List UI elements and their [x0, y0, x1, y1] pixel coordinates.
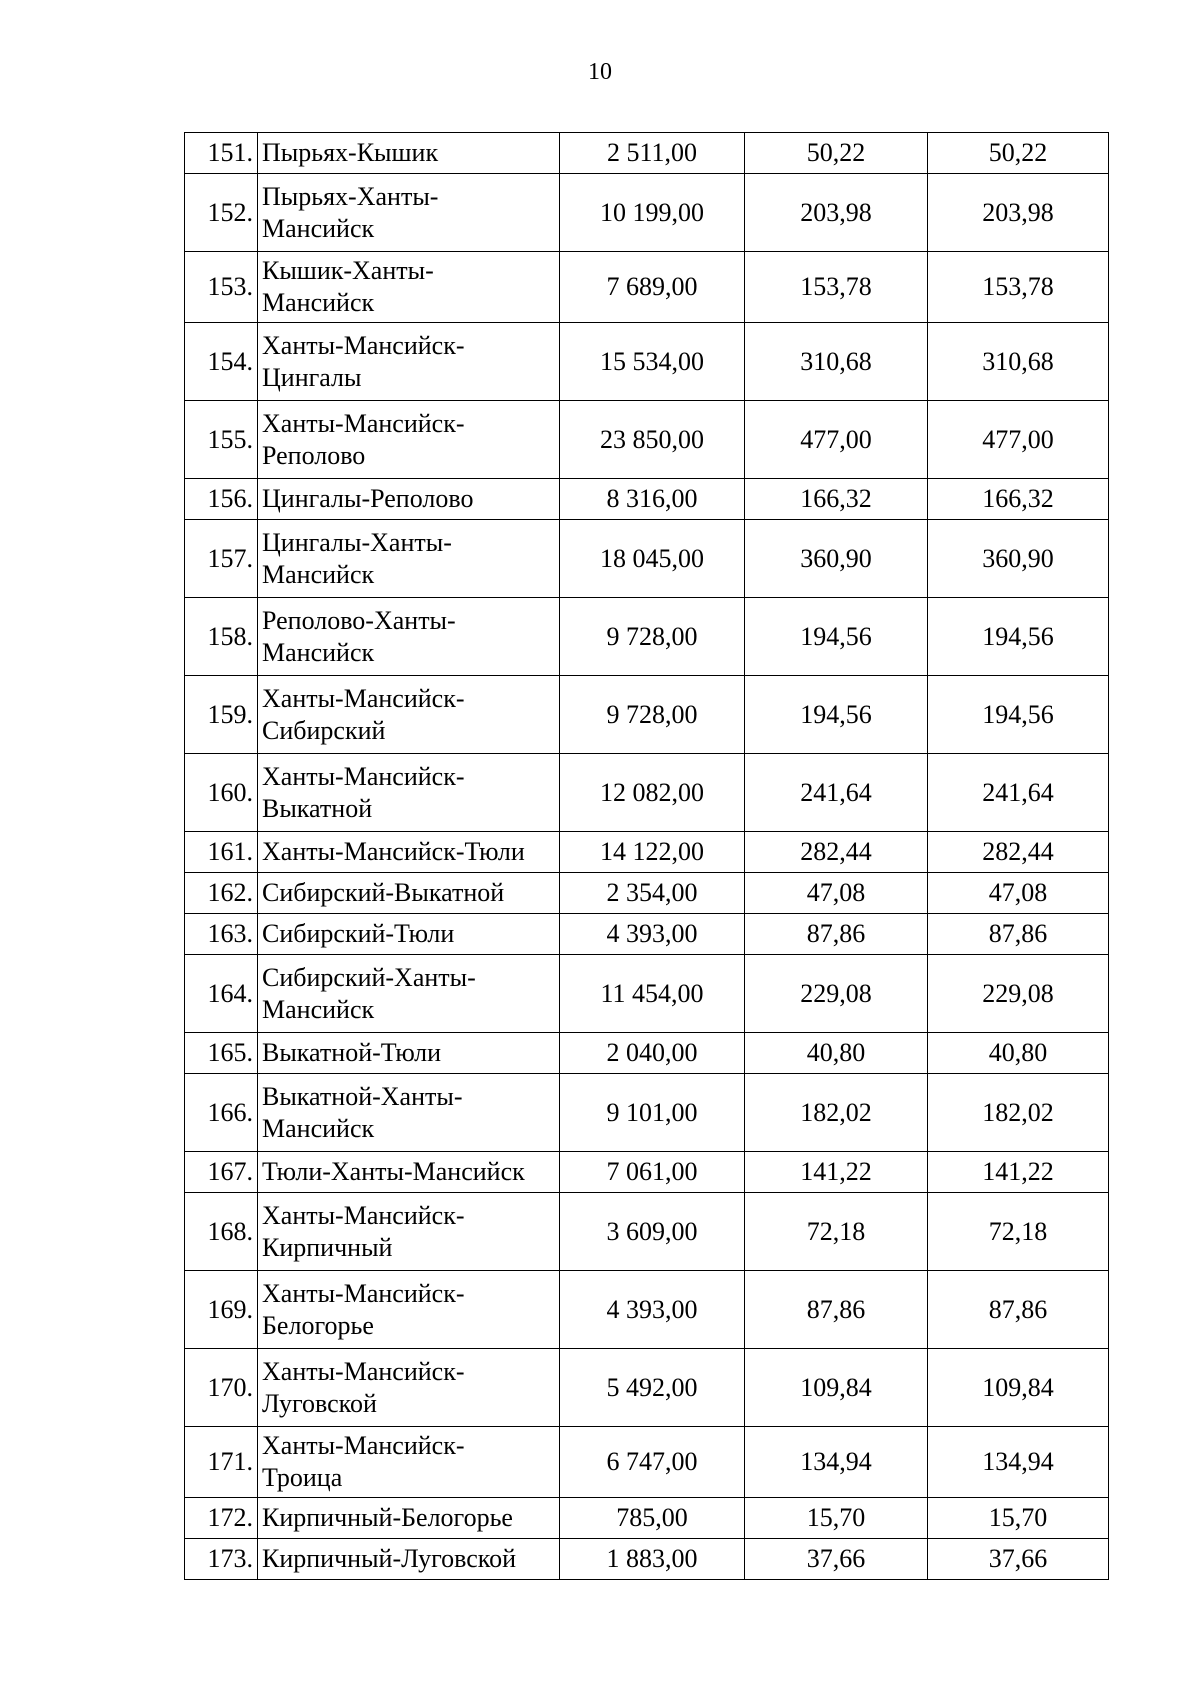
row-number: 158.	[185, 598, 258, 676]
route-total-value: 9 101,00	[560, 1074, 745, 1152]
route-total-value: 9 728,00	[560, 598, 745, 676]
route-total-value: 785,00	[560, 1498, 745, 1539]
route-total-value: 18 045,00	[560, 520, 745, 598]
route-name-line: Сибирский	[262, 715, 386, 745]
route-value-b: 194,56	[928, 676, 1109, 754]
route-name-line: Реполово	[262, 440, 366, 470]
route-total-value: 2 354,00	[560, 873, 745, 914]
table-row	[185, 174, 1109, 252]
route-name-line: Ханты-Мансийск-	[262, 683, 465, 713]
route-name-line: Выкатной-Тюли	[262, 1038, 442, 1067]
route-name-line: Кирпичный-Луговской	[262, 1544, 517, 1573]
route-value-a: 72,18	[745, 1193, 928, 1271]
row-number: 172.	[185, 1498, 258, 1539]
route-name-line: Мансийск	[262, 288, 375, 317]
route-value-b: 15,70	[928, 1498, 1109, 1539]
route-name-line: Ханты-Мансийск-	[262, 330, 465, 360]
route-name	[258, 1349, 560, 1427]
table-row	[185, 1349, 1109, 1427]
route-name-line: Ханты-Мансийск-Тюли	[262, 837, 525, 866]
route-value-a: 310,68	[745, 323, 928, 401]
route-value-a: 477,00	[745, 401, 928, 479]
route-total-value: 8 316,00	[560, 479, 745, 520]
route-total-value: 11 454,00	[560, 955, 745, 1033]
route-value-a: 37,66	[745, 1539, 928, 1580]
table-row	[185, 323, 1109, 401]
route-name-line: Выкатной	[262, 793, 373, 823]
route-name	[258, 323, 560, 401]
route-name-line: Цингалы-Ханты-	[262, 527, 452, 557]
row-number: 155.	[185, 401, 258, 479]
row-number: 171.	[185, 1427, 258, 1498]
row-number: 173.	[185, 1539, 258, 1580]
route-name-line: Ханты-Мансийск-	[262, 1356, 465, 1386]
route-value-a: 109,84	[745, 1349, 928, 1427]
route-value-b: 282,44	[928, 832, 1109, 873]
route-value-a: 194,56	[745, 598, 928, 676]
table-row	[185, 914, 1109, 955]
route-total-value: 7 061,00	[560, 1152, 745, 1193]
route-value-a: 87,86	[745, 914, 928, 955]
route-name-line: Мансийск	[262, 213, 375, 243]
route-value-b: 229,08	[928, 955, 1109, 1033]
route-total-value: 15 534,00	[560, 323, 745, 401]
route-name	[258, 1271, 560, 1349]
route-name	[258, 955, 560, 1033]
table-row	[185, 1033, 1109, 1074]
route-name	[258, 914, 560, 955]
route-name	[258, 1033, 560, 1074]
route-value-b: 134,94	[928, 1427, 1109, 1498]
route-name-line: Ханты-Мансийск-	[262, 761, 465, 791]
row-number: 169.	[185, 1271, 258, 1349]
route-name	[258, 1074, 560, 1152]
route-name-line: Пырьях-Кышик	[262, 138, 439, 167]
row-number: 170.	[185, 1349, 258, 1427]
route-value-a: 166,32	[745, 479, 928, 520]
table-row	[185, 676, 1109, 754]
route-name-line: Ханты-Мансийск-	[262, 1431, 465, 1460]
route-name	[258, 832, 560, 873]
route-total-value: 9 728,00	[560, 676, 745, 754]
route-name-line: Кирпичный	[262, 1232, 393, 1262]
row-number: 157.	[185, 520, 258, 598]
route-name	[258, 520, 560, 598]
row-number: 165.	[185, 1033, 258, 1074]
route-name	[258, 479, 560, 520]
route-name-line: Белогорье	[262, 1310, 374, 1340]
row-number: 156.	[185, 479, 258, 520]
route-value-a: 182,02	[745, 1074, 928, 1152]
route-value-b: 360,90	[928, 520, 1109, 598]
route-name-line: Мансийск	[262, 637, 375, 667]
route-name	[258, 598, 560, 676]
route-value-b: 477,00	[928, 401, 1109, 479]
page-number: 10	[588, 59, 612, 85]
route-total-value: 4 393,00	[560, 914, 745, 955]
route-total-value: 7 689,00	[560, 252, 745, 323]
row-number: 160.	[185, 754, 258, 832]
route-name-line: Кирпичный-Белогорье	[262, 1503, 513, 1532]
route-value-b: 241,64	[928, 754, 1109, 832]
route-value-a: 229,08	[745, 955, 928, 1033]
table-row	[185, 955, 1109, 1033]
row-number: 159.	[185, 676, 258, 754]
table-row	[185, 832, 1109, 873]
route-name	[258, 754, 560, 832]
route-value-b: 87,86	[928, 1271, 1109, 1349]
route-name-line: Выкатной-Ханты-	[262, 1081, 463, 1111]
route-value-b: 47,08	[928, 873, 1109, 914]
table-row	[185, 520, 1109, 598]
route-value-b: 37,66	[928, 1539, 1109, 1580]
route-value-a: 134,94	[745, 1427, 928, 1498]
route-total-value: 14 122,00	[560, 832, 745, 873]
route-name-line: Ханты-Мансийск-	[262, 408, 465, 438]
route-name-line: Реполово-Ханты-	[262, 605, 456, 635]
route-value-a: 360,90	[745, 520, 928, 598]
route-total-value: 23 850,00	[560, 401, 745, 479]
route-name-line: Сибирский-Тюли	[262, 919, 455, 948]
table-row	[185, 479, 1109, 520]
route-value-a: 15,70	[745, 1498, 928, 1539]
table-row	[185, 598, 1109, 676]
route-name-line: Мансийск	[262, 994, 375, 1024]
table-row	[185, 873, 1109, 914]
route-name-line: Троица	[262, 1463, 343, 1492]
table-row	[185, 401, 1109, 479]
route-value-b: 182,02	[928, 1074, 1109, 1152]
route-value-a: 141,22	[745, 1152, 928, 1193]
route-total-value: 12 082,00	[560, 754, 745, 832]
route-value-b: 194,56	[928, 598, 1109, 676]
table-row	[185, 1427, 1109, 1498]
route-value-b: 87,86	[928, 914, 1109, 955]
row-number: 166.	[185, 1074, 258, 1152]
row-number: 168.	[185, 1193, 258, 1271]
route-table	[184, 132, 1109, 1580]
route-name-line: Пырьях-Ханты-	[262, 181, 439, 211]
route-name	[258, 252, 560, 323]
table-row	[185, 754, 1109, 832]
route-value-a: 40,80	[745, 1033, 928, 1074]
table-row	[185, 1498, 1109, 1539]
row-number: 153.	[185, 252, 258, 323]
route-name-line: Сибирский-Выкатной	[262, 878, 505, 907]
route-name	[258, 401, 560, 479]
table-row	[185, 1074, 1109, 1152]
row-number: 162.	[185, 873, 258, 914]
route-value-a: 50,22	[745, 133, 928, 174]
row-number: 151.	[185, 133, 258, 174]
route-total-value: 6 747,00	[560, 1427, 745, 1498]
row-number: 167.	[185, 1152, 258, 1193]
route-name	[258, 1152, 560, 1193]
route-value-b: 141,22	[928, 1152, 1109, 1193]
route-value-a: 87,86	[745, 1271, 928, 1349]
table-row	[185, 1152, 1109, 1193]
route-table-body	[185, 133, 1109, 1580]
route-name	[258, 1427, 560, 1498]
route-value-a: 47,08	[745, 873, 928, 914]
route-value-b: 72,18	[928, 1193, 1109, 1271]
route-name-line: Мансийск	[262, 559, 375, 589]
route-value-a: 203,98	[745, 174, 928, 252]
route-name-line: Ханты-Мансийск-	[262, 1200, 465, 1230]
route-value-b: 203,98	[928, 174, 1109, 252]
table-row	[185, 1539, 1109, 1580]
route-name	[258, 676, 560, 754]
route-value-a: 241,64	[745, 754, 928, 832]
route-name	[258, 1193, 560, 1271]
route-name-line: Ханты-Мансийск-	[262, 1278, 465, 1308]
route-name	[258, 133, 560, 174]
route-name	[258, 1539, 560, 1580]
route-value-b: 166,32	[928, 479, 1109, 520]
row-number: 152.	[185, 174, 258, 252]
route-total-value: 4 393,00	[560, 1271, 745, 1349]
row-number: 163.	[185, 914, 258, 955]
route-value-b: 153,78	[928, 252, 1109, 323]
route-value-b: 40,80	[928, 1033, 1109, 1074]
route-total-value: 2 040,00	[560, 1033, 745, 1074]
row-number: 164.	[185, 955, 258, 1033]
route-name-line: Цингалы	[262, 362, 362, 392]
route-name-line: Мансийск	[262, 1113, 375, 1143]
route-total-value: 5 492,00	[560, 1349, 745, 1427]
route-value-a: 282,44	[745, 832, 928, 873]
table-row	[185, 133, 1109, 174]
route-value-a: 194,56	[745, 676, 928, 754]
table-row	[185, 1271, 1109, 1349]
table-row	[185, 252, 1109, 323]
route-total-value: 3 609,00	[560, 1193, 745, 1271]
route-name-line: Тюли-Ханты-Мансийск	[262, 1157, 525, 1186]
route-name	[258, 1498, 560, 1539]
route-value-b: 109,84	[928, 1349, 1109, 1427]
route-value-a: 153,78	[745, 252, 928, 323]
route-total-value: 2 511,00	[560, 133, 745, 174]
row-number: 154.	[185, 323, 258, 401]
route-value-b: 50,22	[928, 133, 1109, 174]
route-name	[258, 174, 560, 252]
route-total-value: 1 883,00	[560, 1539, 745, 1580]
route-name-line: Сибирский-Ханты-	[262, 962, 476, 992]
row-number: 161.	[185, 832, 258, 873]
table-row	[185, 1193, 1109, 1271]
route-name-line: Цингалы-Реполово	[262, 484, 474, 513]
route-name-line: Луговской	[262, 1388, 377, 1418]
route-name	[258, 873, 560, 914]
route-total-value: 10 199,00	[560, 174, 745, 252]
route-name-line: Кышик-Ханты-	[262, 256, 434, 285]
route-value-b: 310,68	[928, 323, 1109, 401]
